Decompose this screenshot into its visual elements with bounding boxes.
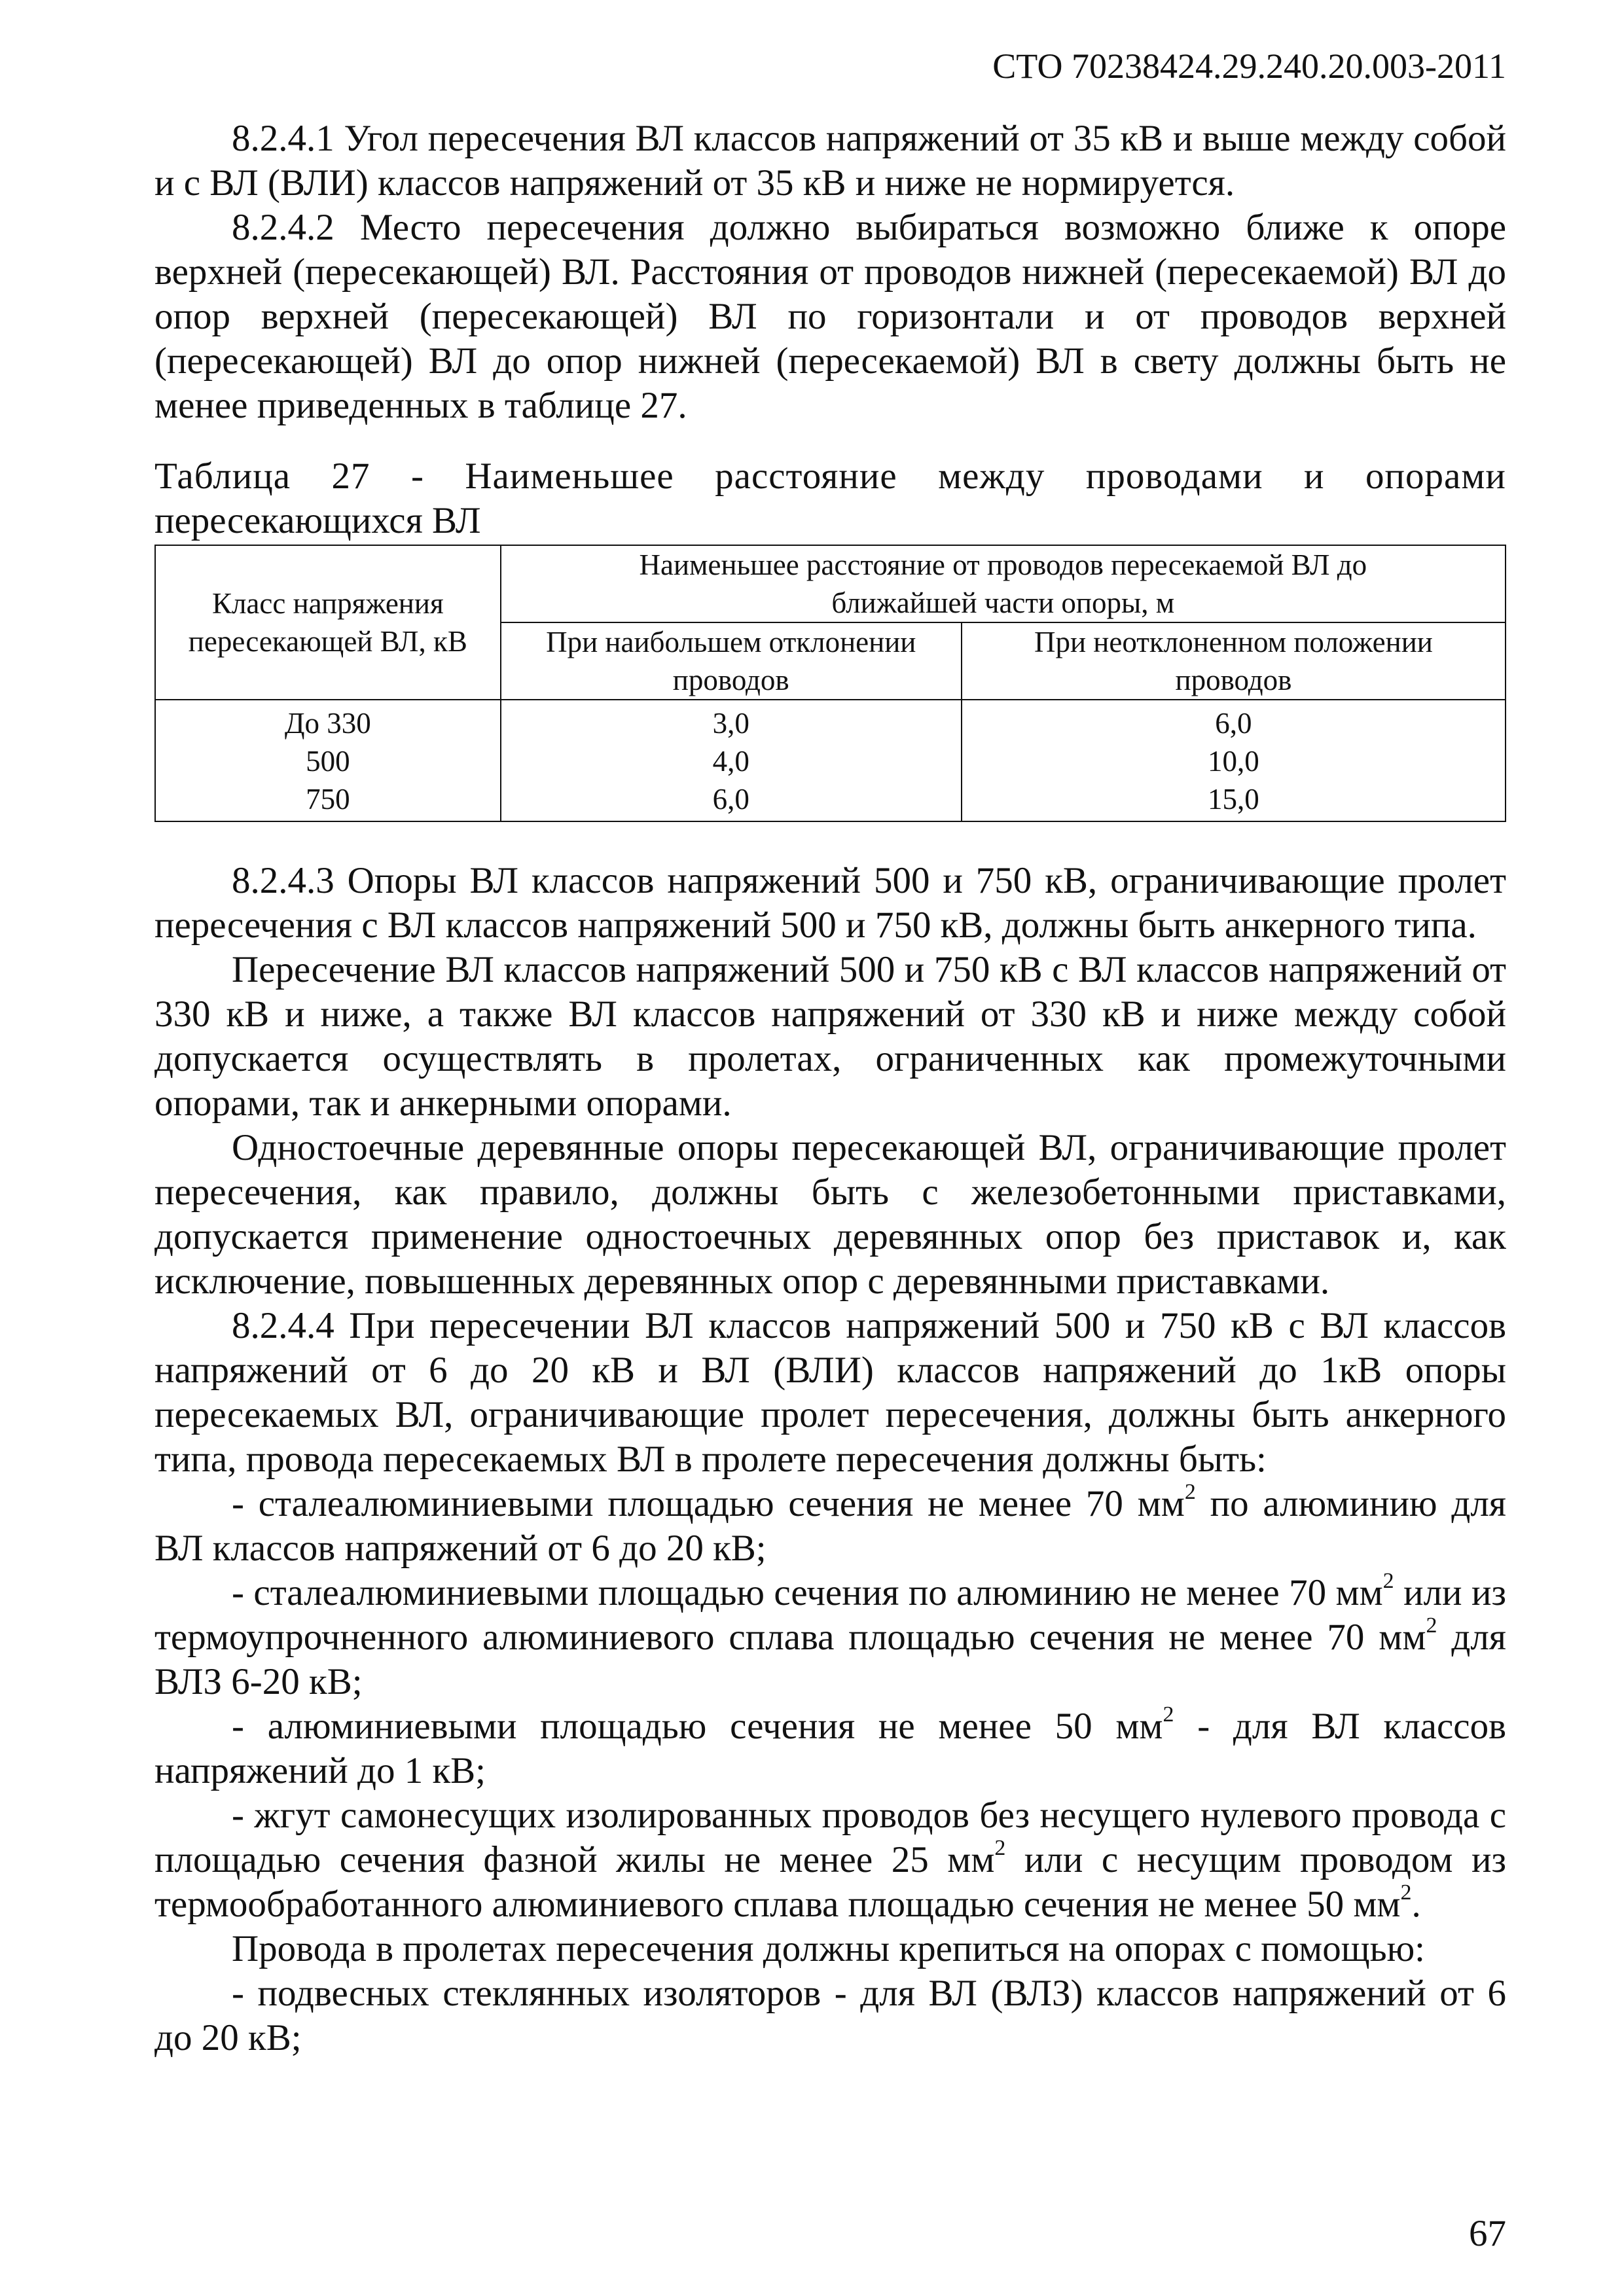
bullet-text: - алюминиевыми площадью сечения не менее 50 мм: [232, 1706, 1163, 1747]
page-number: 67: [1469, 2213, 1506, 2254]
paragraph-crossing: Пересечение ВЛ классов напряжений 500 и 750 кВ с ВЛ классов напряжений от 330 кВ и ниже, а также ВЛ классов напряжений от 330 кВ и ниже между собой допускается осуществлять в пролетах, ограниченных как промежуточными опорами, так и анкерными опорами.: [154, 949, 1506, 1124]
bullet-glass-insulators: - подвесных стеклянных изоляторов - для ВЛ (ВЛЗ) классов напряжений от 6 до 20 кВ;: [154, 1973, 1506, 2058]
header-no-deflection: При неотклоненном положении проводов: [962, 622, 1506, 700]
bullet-steel-aluminum-vlz: [154, 1571, 1506, 1704]
cell-voltage: 500: [155, 742, 501, 780]
caption-word: Таблица: [154, 456, 291, 497]
cell-no-deflection: 6,0: [962, 700, 1506, 742]
superscript: 2: [994, 1836, 1006, 1860]
paragraph-8-2-4-4: 8.2.4.4 При пересечении ВЛ классов напряжений 500 и 750 кВ с ВЛ классов напряжений от 6 до 20 кВ и ВЛ (ВЛИ) классов напряжений до 1кВ опоры пересекаемых ВЛ, ограничивающие пролет пересечения, должны быть анкерного типа, провода пересекаемых ВЛ в пролете пересечения должны быть:: [154, 1305, 1506, 1480]
superscript: 2: [1382, 1569, 1394, 1593]
table-caption-line-1: [154, 454, 1506, 499]
bullet-text: - для ВЛ классов напряжений до 1 кВ;: [154, 1706, 1506, 1791]
header-min-distance: Наименьшее расстояние от проводов пересекаемой ВЛ до ближайшей части опоры, м: [501, 545, 1506, 622]
caption-word: Наименьшее: [465, 456, 674, 497]
paragraph-8-2-4-1: 8.2.4.1 Угол пересечения ВЛ классов напряжений от 35 кВ и выше между собой и с ВЛ (ВЛИ) классов напряжений от 35 кВ и ниже не нормируется.: [154, 118, 1506, 204]
cell-max-deflection: 6,0: [501, 780, 962, 821]
cell-voltage: 750: [155, 780, 501, 821]
document-body: [154, 117, 1506, 2060]
bullet-aluminum-1kv: [154, 1704, 1506, 1793]
paragraph-fastening: Провода в пролетах пересечения должны крепиться на опорах с помощью:: [232, 1928, 1425, 1969]
header-voltage-class: Класс напряжения пересекающей ВЛ, кВ: [155, 545, 501, 700]
superscript: 2: [1400, 1880, 1412, 1905]
table-row: [155, 742, 1506, 780]
bullet-text: по алюминию для ВЛ классов напряжений от 6 до 20 кВ;: [154, 1483, 1506, 1569]
superscript: 2: [1184, 1480, 1196, 1504]
caption-word: и: [1304, 456, 1325, 497]
bullet-text: для ВЛЗ 6-20 кВ;: [154, 1617, 1506, 1702]
cell-max-deflection: 3,0: [501, 700, 962, 742]
caption-word: между: [938, 456, 1045, 497]
cell-no-deflection: 10,0: [962, 742, 1506, 780]
superscript: 2: [1163, 1702, 1174, 1727]
table-caption: [154, 454, 1506, 543]
caption-word: расстояние: [715, 456, 897, 497]
paragraph-wooden-supports: Одностоечные деревянные опоры пересекающей ВЛ, ограничивающие пролет пересечения, как правило, должны быть с железобетонными приставками, допускается применение одностоечных деревянных опор без приставок и, как исключение, повышенных деревянных опор с деревянными приставками.: [154, 1127, 1506, 1302]
bullet-text: - сталеалюминиевыми площадью сечения по алюминию не менее 70 мм: [232, 1572, 1383, 1613]
bullet-text: или с несущим проводом из термообработанного алюминиевого сплава площадью сечения не менее 50 мм: [154, 1839, 1506, 1925]
table-header-row-1: [155, 545, 1506, 622]
table-row: [155, 780, 1506, 821]
document-code: СТО 70238424.29.240.20.003-2011: [992, 46, 1506, 86]
paragraph-8-2-4-3: 8.2.4.3 Опоры ВЛ классов напряжений 500 и 750 кВ, ограничивающие пролет пересечения с ВЛ классов напряжений 500 и 750 кВ, должны быть анкерного типа.: [154, 860, 1506, 946]
table-caption-line-2: пересекающихся ВЛ: [154, 500, 481, 541]
bullet-text: - жгут самонесущих изолированных проводов без несущего нулевого провода с площадью сечения фазной жилы не менее 25 мм: [154, 1795, 1506, 1880]
bullet-text: .: [1411, 1884, 1421, 1925]
caption-word: 27: [331, 456, 370, 497]
bullet-steel-aluminum-6-20: [154, 1482, 1506, 1571]
paragraph-8-2-4-2: 8.2.4.2 Место пересечения должно выбираться возможно ближе к опоре верхней (пересекающей) ВЛ. Расстояния от проводов нижней (пересекаемой) ВЛ до опор верхней (пересекающей) ВЛ по горизонтали и от проводов верхней (пересекающей) ВЛ до опор нижней (пересекаемой) ВЛ в свету должны быть не менее приведенных в таблице 27.: [154, 207, 1506, 426]
header-max-deflection: При наибольшем отклонении проводов: [501, 622, 962, 700]
distance-table: [154, 545, 1506, 822]
superscript: 2: [1426, 1613, 1437, 1638]
cell-max-deflection: 4,0: [501, 742, 962, 780]
cell-no-deflection: 15,0: [962, 780, 1506, 821]
caption-word: -: [410, 456, 424, 497]
bullet-text: или из термоупрочненного алюминиевого сплава площадью сечения не менее 70 мм: [154, 1572, 1506, 1658]
cell-voltage: До 330: [155, 700, 501, 742]
caption-word: проводами: [1085, 456, 1263, 497]
bullet-text: - сталеалюминиевыми площадью сечения не менее 70 мм: [232, 1483, 1185, 1524]
table-row: [155, 700, 1506, 742]
bullet-self-supporting-cable: [154, 1793, 1506, 1927]
caption-word: опорами: [1365, 456, 1506, 497]
